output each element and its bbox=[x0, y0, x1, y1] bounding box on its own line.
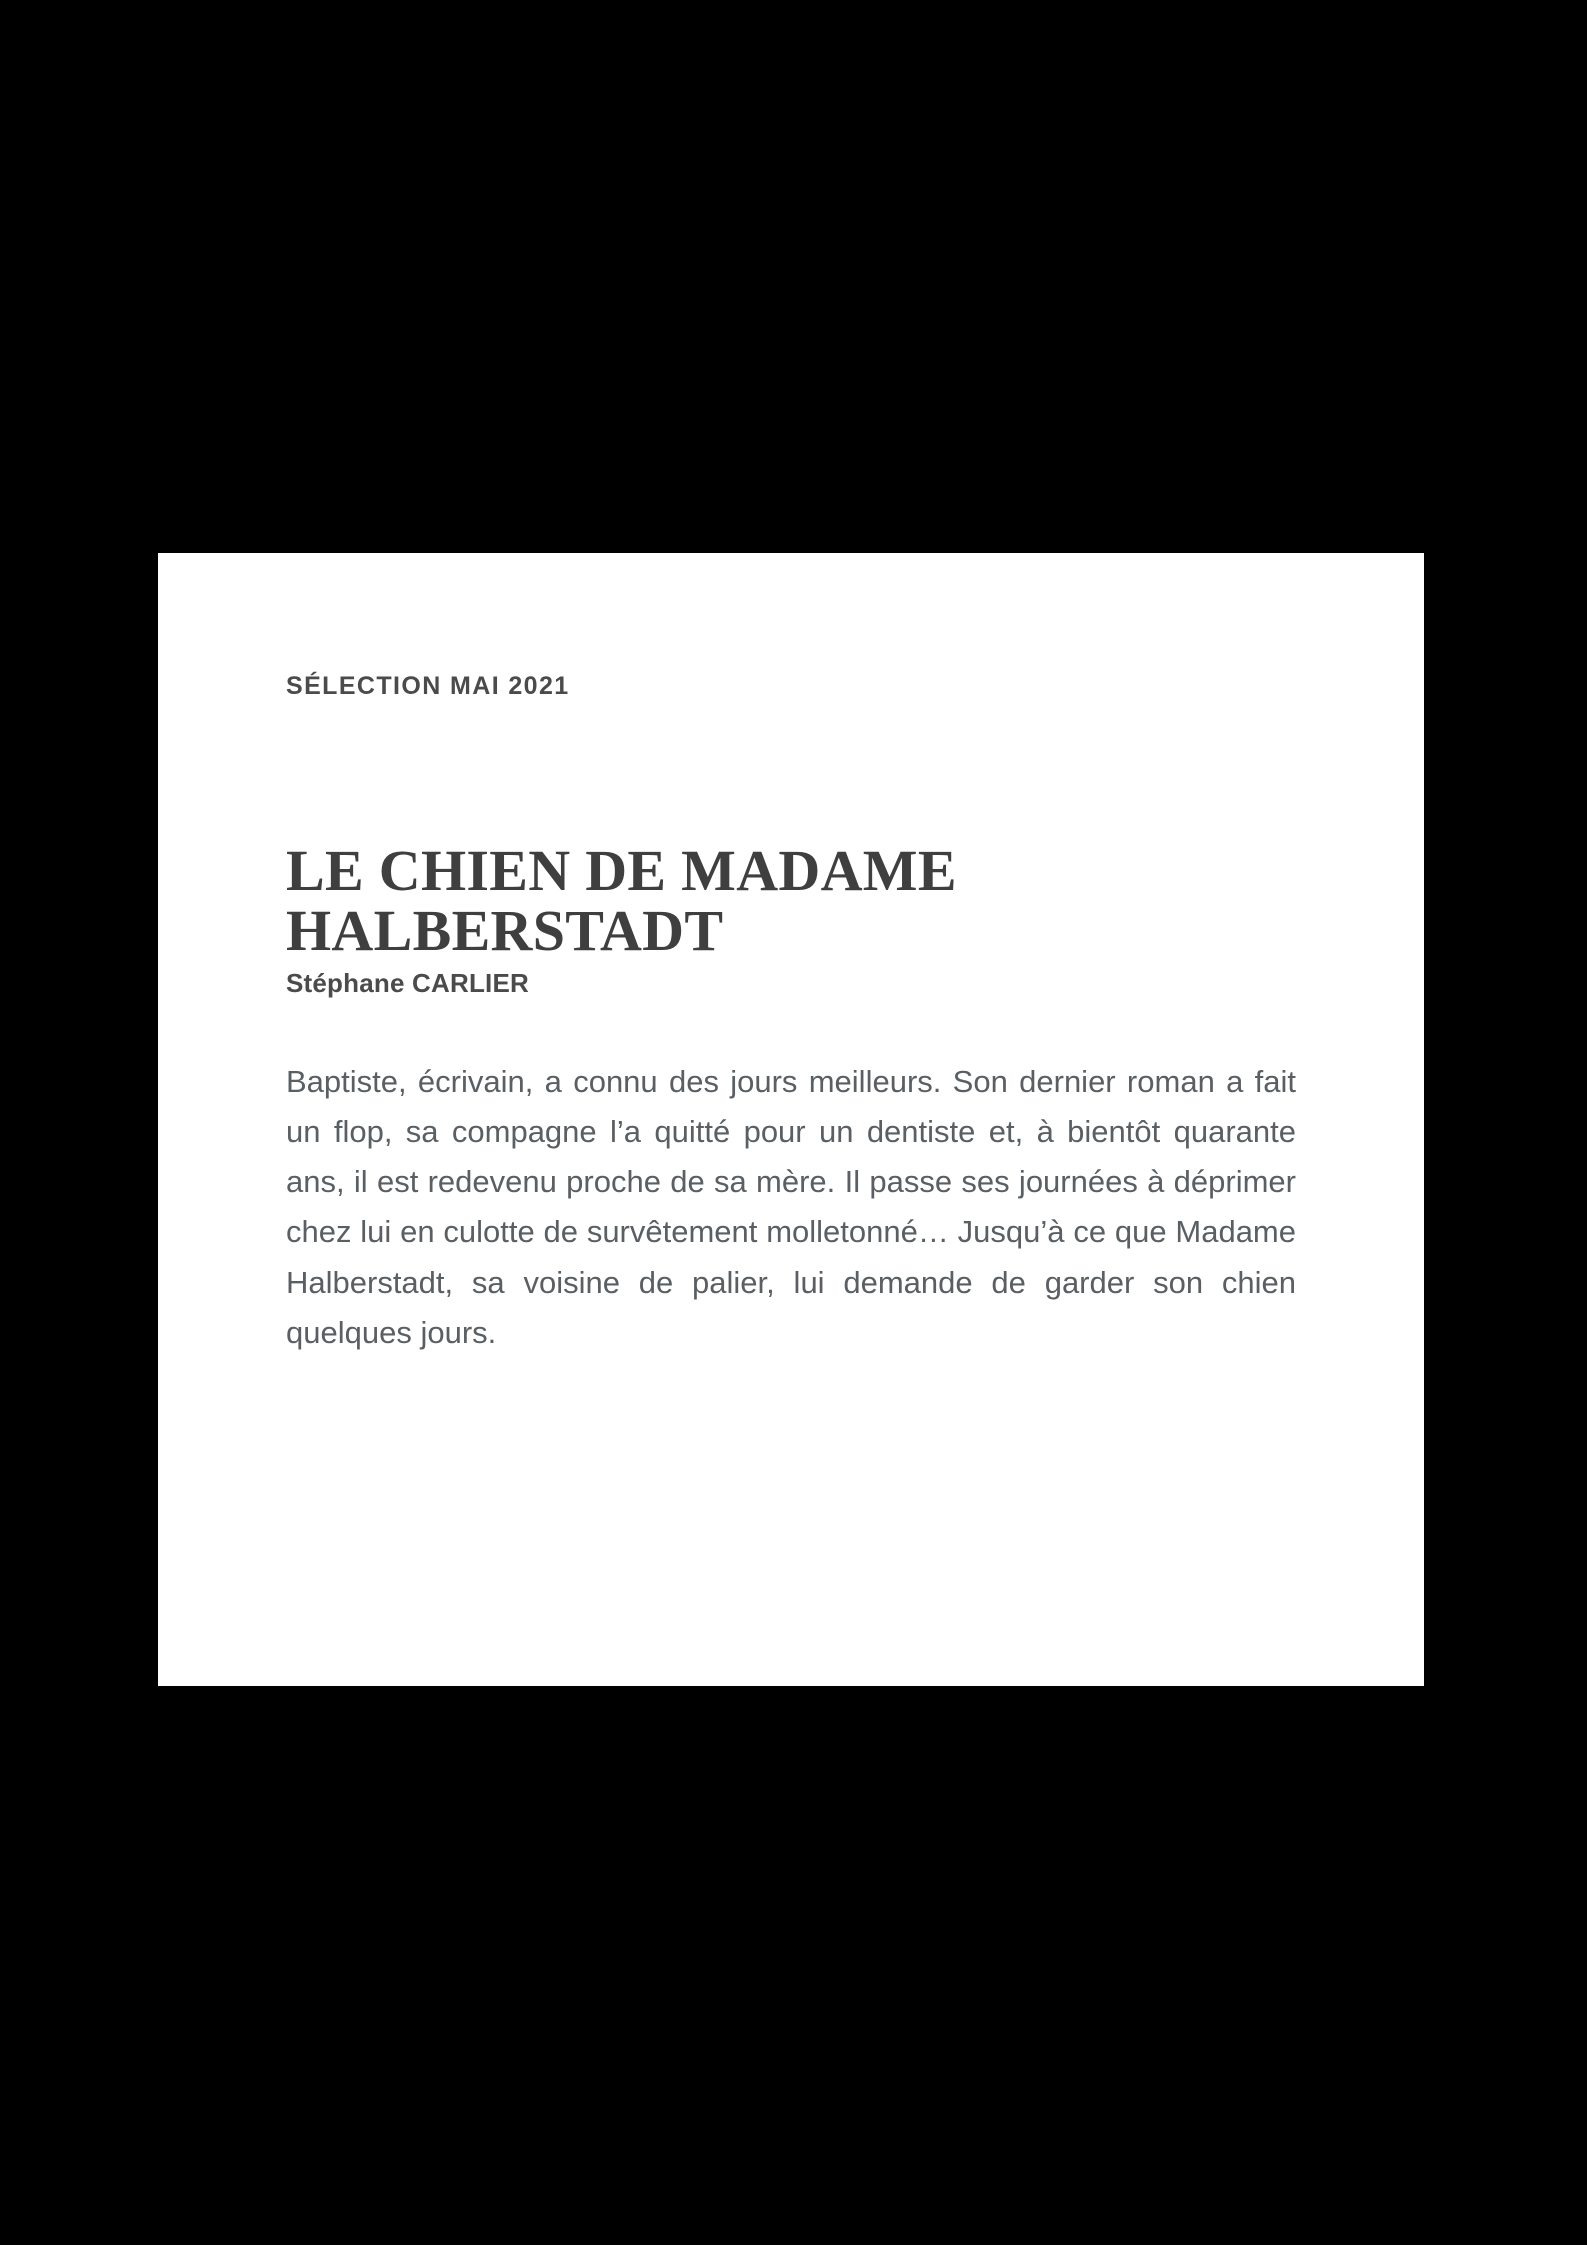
book-card bbox=[158, 553, 1424, 1686]
book-title: LE CHIEN DE MADAME HALBERSTADT bbox=[286, 838, 957, 964]
selection-label: SÉLECTION MAI 2021 bbox=[286, 672, 570, 700]
book-summary: Baptiste, écrivain, a connu des jours meilleurs. Son dernier roman a fait un flop, sa compagne l’a quitté pour un dentiste et, à bientôt quarante ans, il est redevenu proche de sa mère. Il passe ses journées à déprimer chez lui en culotte de survêtement molletonné… Jusqu’à ce que Madame Halberstadt, sa voisine de palier, lui demande de garder son chien quelques jours. bbox=[286, 1063, 1296, 1350]
book-author: Stéphane CARLIER bbox=[286, 967, 530, 998]
